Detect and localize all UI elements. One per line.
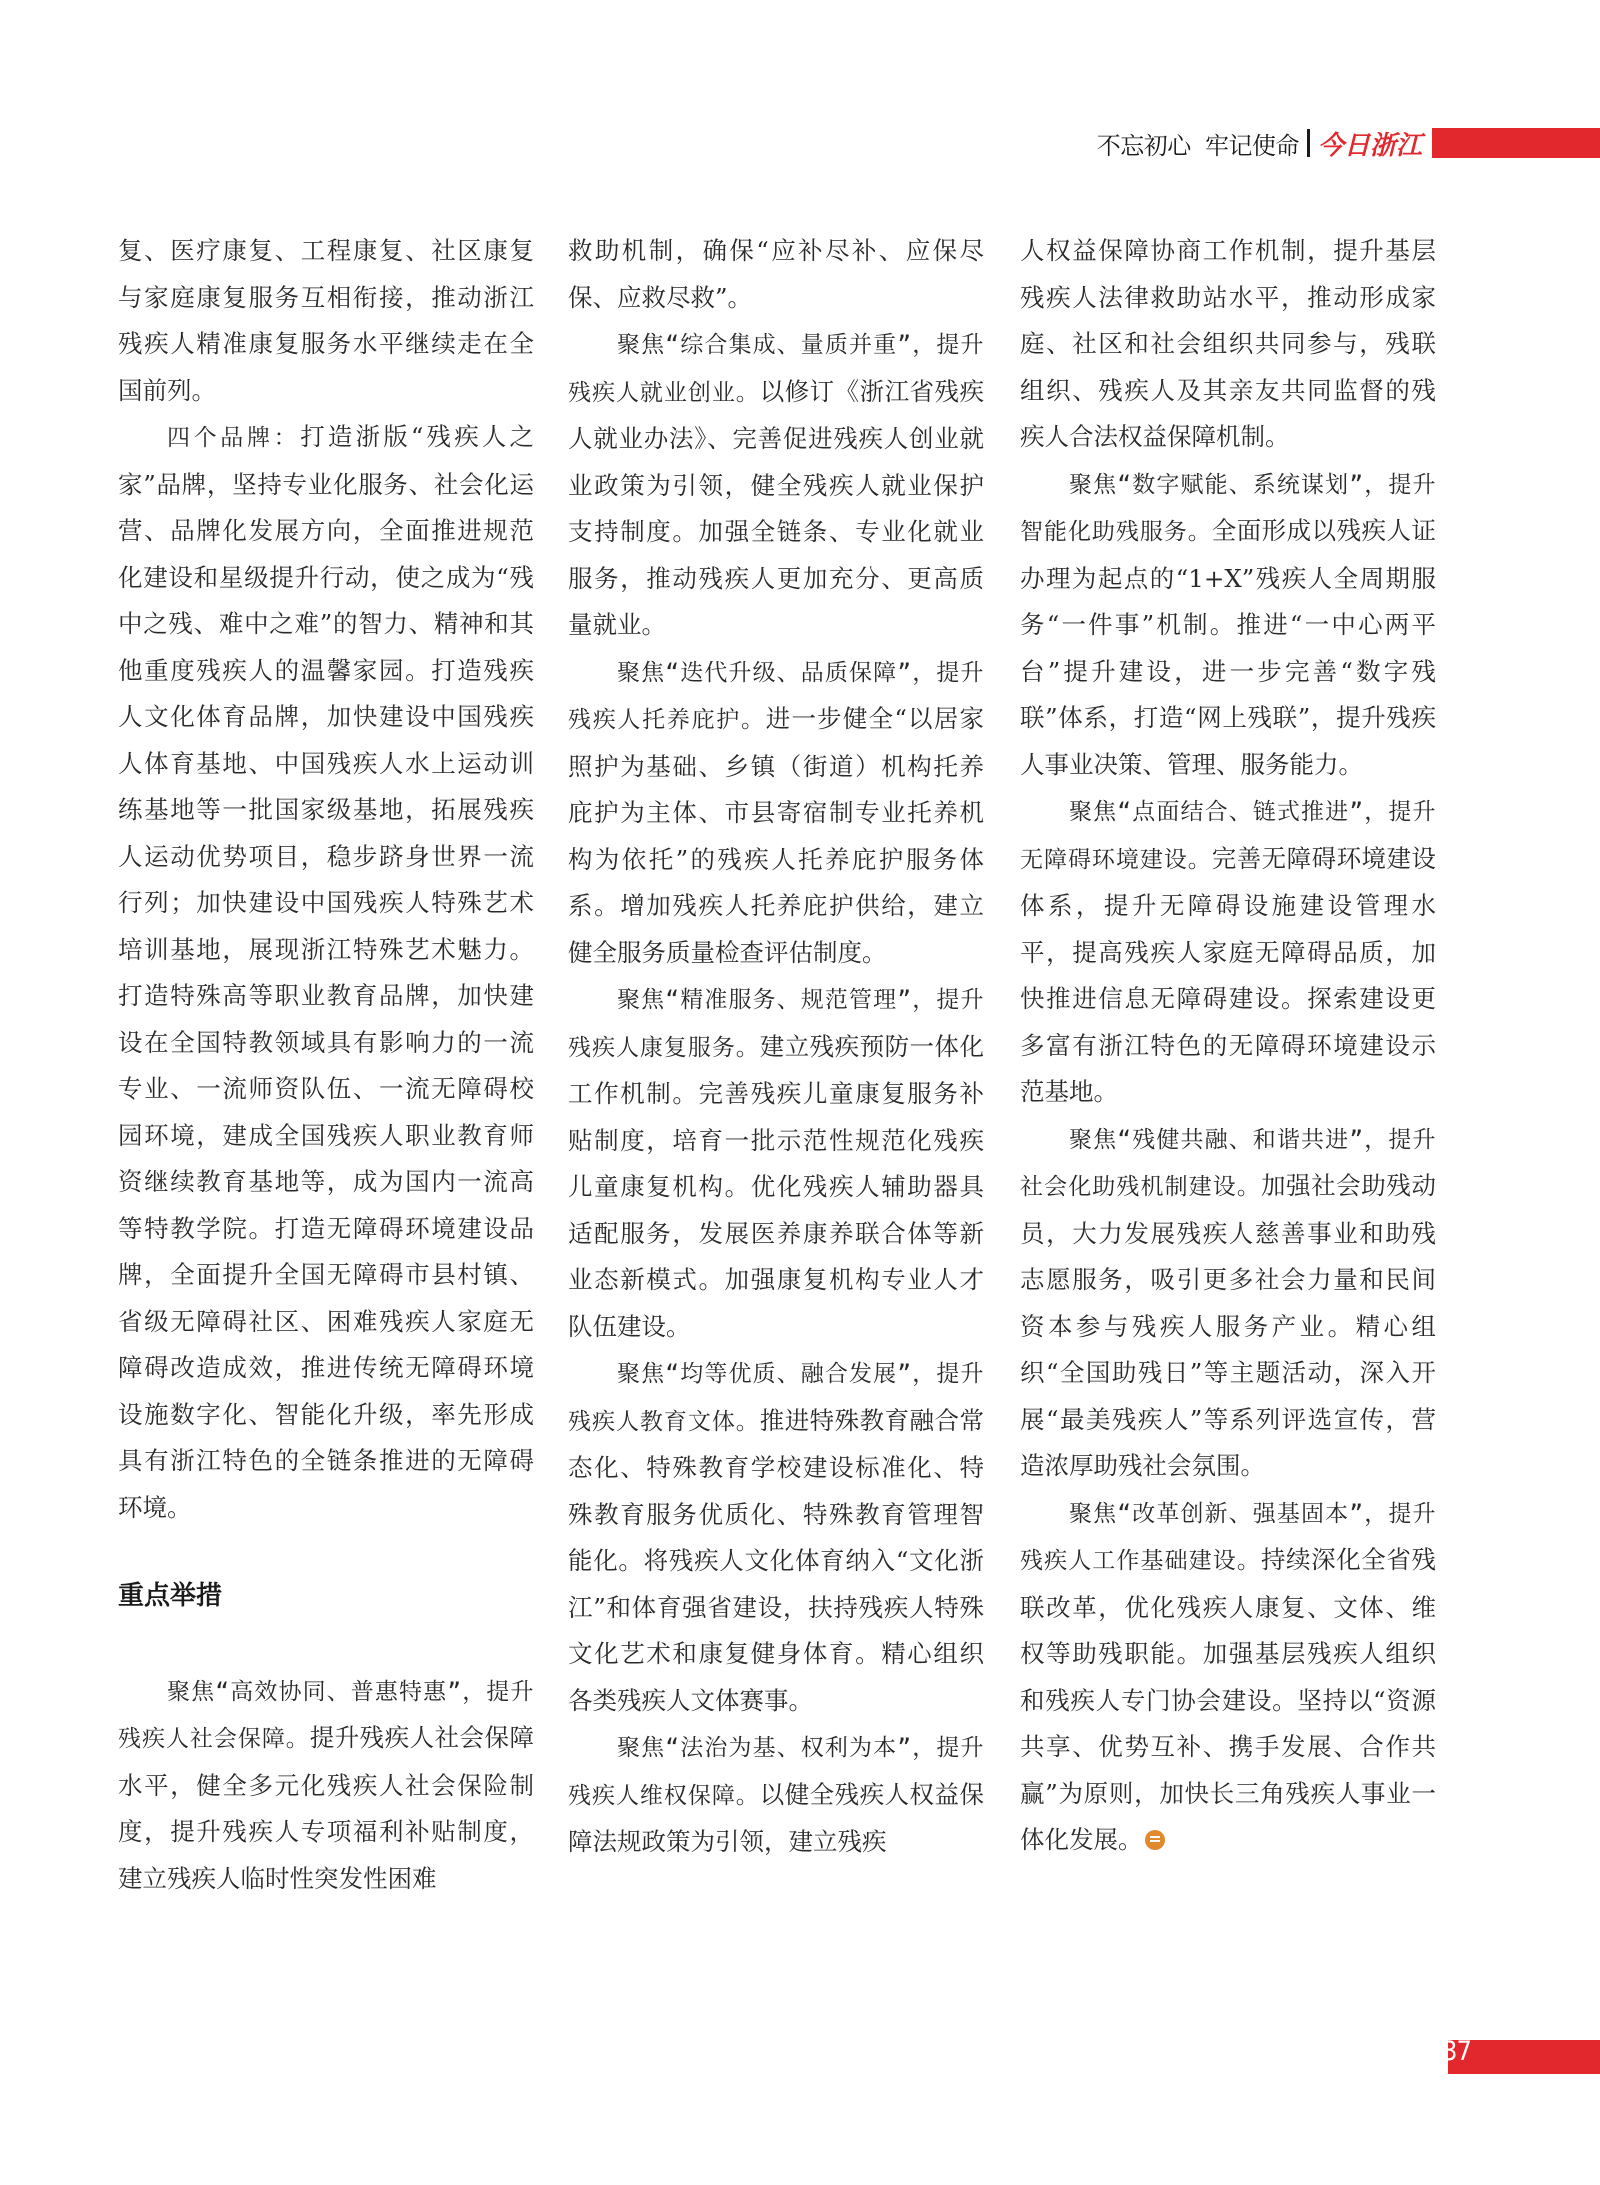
paragraph-text: 提升残疾人社会保障水平，健全多元化残疾人社会保险制度，提升残疾人专项福利补贴制度，建立残疾人临时性突发性困难 xyxy=(118,1723,534,1893)
paragraph-lead: 聚焦“高效协同、普惠特惠”，提升残疾人社会保障。 xyxy=(118,1678,534,1752)
paragraph-text: 救助机制，确保“应补尽补、应保尽保、应救尽救”。 xyxy=(568,236,984,312)
article-paragraph xyxy=(118,1668,534,1903)
article-column-1 xyxy=(118,228,534,1902)
article-column-2 xyxy=(568,228,984,1866)
paragraph-text: 建立残疾预防一体化工作机制。完善残疾儿童康复服务补贴制度，培育一批示范性规范化残疾儿童康复机构。优化残疾人辅助器具适配服务，发展医养康养联合体等新业态新模式。加强康复机构专业人才队伍建设。 xyxy=(568,1031,984,1341)
article-paragraph xyxy=(118,414,534,1531)
paragraph-lead: 聚焦“点面结合、链式推进”，提升无障碍环境建设。 xyxy=(1020,799,1436,873)
paragraph-text: 打造浙版“残疾人之家”品牌，坚持专业化服务、社会化运营、品牌化发展方向，全面推进规范化建设和星级提升行动，使之成为“残中之残、难中之难”的智力、精神和其他重度残疾人的温馨家园。打造残疾人文化体育品牌，加快建设中国残疾人体育基地、中国残疾人水上运动训练基地等一批国家级基地，拓展残疾人运动优势项目，稳步跻身世界一流行列；加快建设中国残疾人特殊艺术培训基地，展现浙江特殊艺术魅力。打造特殊高等职业教育品牌，加快建设在全国特教领域具有影响力的一流专业、一流师资队伍、一流无障碍校园环境，建成全国残疾人职业教育师资继续教育基地等，成为国内一流高等特教学院。打造无障碍环境建设品牌，全面提升全国无障碍市县村镇、省级无障碍社区、困难残疾人家庭无障碍改造成效，推进传统无障碍环境设施数字化、智能化升级，率先形成具有浙江特色的全链条推进的无障碍环境。 xyxy=(118,422,535,1522)
paragraph-text: 以健全残疾人权益保障法规政策为引领，建立残疾 xyxy=(568,1779,984,1856)
paragraph-lead: 聚焦“迭代升级、品质保障”，提升残疾人托养庇护。 xyxy=(568,659,984,733)
article-paragraph xyxy=(1020,788,1436,1116)
paragraph-text: 全面形成以残疾人证办理为起点的“1+X”残疾人全周期服务“一件事”机制。推进“一中心两平台”提升建设，进一步完善“数字残联”体系，打造“网上残联”，提升残疾人事业决策、管理、服务能力。 xyxy=(1020,516,1436,779)
paragraph-text: 人权益保障协商工作机制，提升基层残疾人法律救助站水平，推动形成家庭、社区和社会组织共同参与，残联组织、残疾人及其亲友共同监督的残疾人合法权益保障机制。 xyxy=(1020,236,1436,451)
article-paragraph xyxy=(568,976,984,1350)
header-divider xyxy=(1307,129,1310,157)
paragraph-text: 以修订《浙江省残疾人就业办法》、完善促进残疾人创业就业政策为引领，健全残疾人就业保护支持制度。加强全链条、专业化就业服务，推动残疾人更加充分、更高质量就业。 xyxy=(568,376,984,639)
article-paragraph xyxy=(568,649,984,977)
paragraph-text: 完善无障碍环境建设体系，提升无障碍设施建设管理水平，提高残疾人家庭无障碍品质，加快推进信息无障碍建设。探索建设更多富有浙江特色的无障碍环境建设示范基地。 xyxy=(1020,843,1436,1106)
paragraph-lead: 聚焦“精准服务、规范管理”，提升残疾人康复服务。 xyxy=(568,987,984,1061)
article-paragraph xyxy=(568,1724,984,1866)
paragraph-lead: 聚焦“数字赋能、系统谋划”，提升智能化助残服务。 xyxy=(1020,471,1436,545)
article-paragraph xyxy=(1020,1116,1436,1490)
header-slogan: 不忘初心 牢记使命 xyxy=(1096,131,1299,160)
paragraph-text: 加强社会助残动员，大力发展残疾人慈善事业和助残志愿服务，吸引更多社会力量和民间资本参与残疾人服务产业。精心组织“全国助残日”等主题活动，深入开展“最美残疾人”等系列评选宣传，营造浓厚助残社会氛围。 xyxy=(1020,1171,1436,1480)
article-paragraph xyxy=(568,228,984,321)
article-paragraph xyxy=(568,321,984,649)
article-column-3 xyxy=(1020,228,1436,1864)
article-paragraph xyxy=(568,1350,984,1724)
paragraph-lead: 聚焦“均等优质、融合发展”，提升残疾人教育文体。 xyxy=(568,1361,984,1435)
page-number: 37 xyxy=(1442,2036,1471,2067)
article-end-icon xyxy=(1145,1830,1165,1850)
paragraph-lead: 聚焦“综合集成、量质并重”，提升残疾人就业创业。 xyxy=(568,332,984,406)
paragraph-text: 复、医疗康复、工程康复、社区康复与家庭康复服务互相衔接，推动浙江残疾人精准康复服务水平继续走在全国前列。 xyxy=(118,236,534,405)
section-heading: 重点举措 xyxy=(118,1581,223,1611)
paragraph-text: 持续深化全省残联改革，优化残疾人康复、文体、维权等助残职能。加强基层残疾人组织和残疾人专门协会建设。坚持以“资源共享、优势互补、携手发展、合作共赢”为原则，加快长三角残疾人事业一体化发展。 xyxy=(1020,1545,1436,1854)
paragraph-lead: 聚焦“残健共融、和谐共进”，提升社会化助残机制建设。 xyxy=(1020,1126,1436,1200)
paragraph-text: 进一步健全“以居家照护为基础、乡镇（街道）机构托养庇护为主体、市县寄宿制专业托养机构为依托”的残疾人托养庇护服务体系。增加残疾人托养庇护供给，建立健全服务质量检查评估制度。 xyxy=(568,704,984,967)
magazine-logo: 今日浙江 xyxy=(1317,130,1422,161)
page-header xyxy=(1097,124,1600,162)
article-paragraph xyxy=(118,228,534,414)
paragraph-lead: 四个品牌： xyxy=(167,425,301,451)
paragraph-lead: 聚焦“法治为基、权利为本”，提升残疾人维权保障。 xyxy=(568,1735,984,1809)
paragraph-lead: 聚焦“改革创新、强基固本”，提升残疾人工作基础建设。 xyxy=(1020,1500,1436,1574)
paragraph-text: 推进特殊教育融合常态化、特殊教育学校建设标准化、特殊教育服务优质化、特殊教育管理智能化。将残疾人文化体育纳入“文化浙江”和体育强省建设，扶持残疾人特殊文化艺术和康复健身体育。精心组织各类残疾人文体赛事。 xyxy=(568,1405,984,1715)
article-paragraph xyxy=(1020,1490,1436,1864)
header-accent-bar xyxy=(1432,128,1600,158)
article-paragraph xyxy=(1020,461,1436,789)
article-paragraph xyxy=(1020,228,1436,461)
